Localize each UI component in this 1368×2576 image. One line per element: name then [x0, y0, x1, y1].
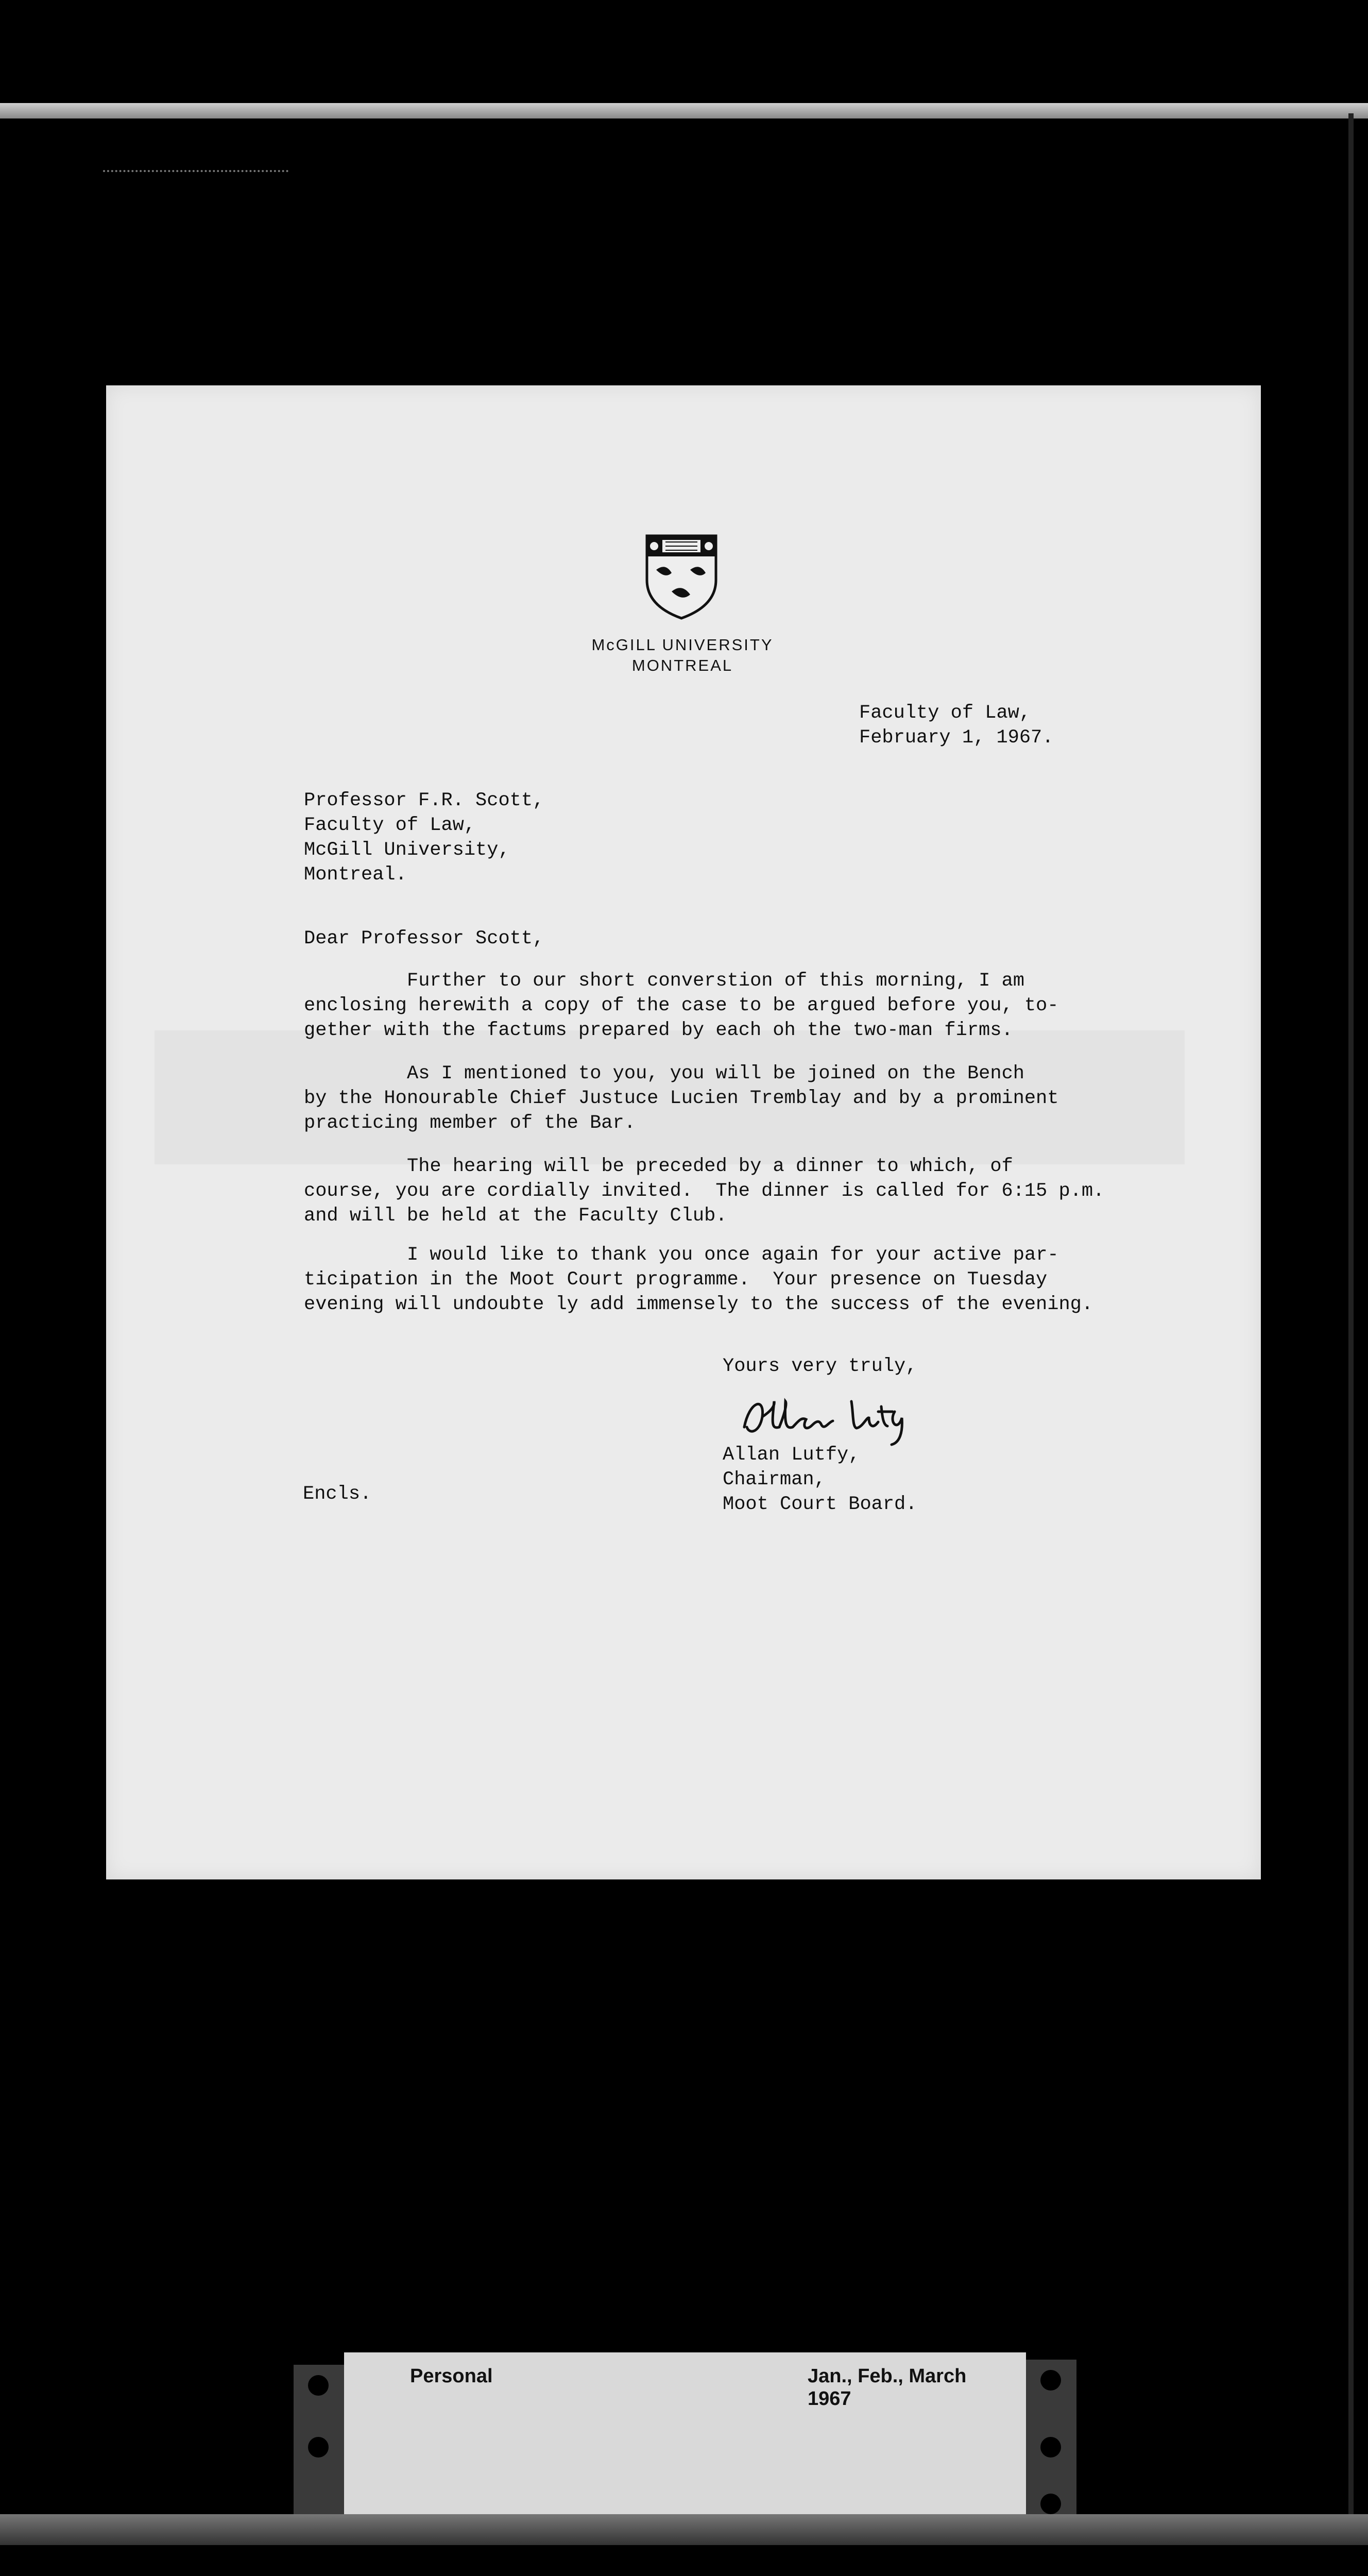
handwritten-signature [734, 1391, 930, 1448]
punch-hole [308, 2375, 329, 2396]
closing: Yours very truly, [723, 1355, 917, 1377]
punch-hole [308, 2437, 329, 2458]
paragraph-3-line-2: course, you are cordially invited. The dinner is called for 6:15 p.m. [304, 1180, 1105, 1202]
paragraph-4-line-3: evening will undoubte ly add immensely to the success of the evening. [304, 1294, 1093, 1315]
film-specks [103, 170, 288, 175]
paragraph-3-line-3: and will be held at the Faculty Club. [304, 1205, 727, 1227]
folder-tab-date-months: Jan., Feb., March [808, 2365, 967, 2387]
signatory-title: Chairman, [723, 1469, 826, 1490]
punch-hole [1040, 2370, 1061, 2391]
paragraph-1-line-2: enclosing herewith a copy of the case to be argued before you, to- [304, 995, 1059, 1016]
recipient-name: Professor F.R. Scott, [304, 790, 544, 811]
paragraph-4-line-2: ticipation in the Moot Court programme. Your presence on Tuesday [304, 1269, 1048, 1291]
salutation: Dear Professor Scott, [304, 928, 544, 950]
paragraph-2-line-3: practicing member of the Bar. [304, 1112, 636, 1134]
recipient-institution: McGill University, [304, 839, 510, 861]
recipient-department: Faculty of Law, [304, 815, 476, 836]
paragraph-4-line-1: I would like to thank you once again for your active par- [407, 1244, 1059, 1266]
punch-hole [1040, 2494, 1061, 2514]
folder-tab-label: Personal [410, 2365, 493, 2387]
film-edge [0, 103, 1368, 118]
enclosures-note: Encls. [303, 1483, 372, 1505]
signatory-name: Allan Lutfy, [723, 1444, 860, 1466]
letterhead-university: McGILL UNIVERSITY [591, 636, 774, 654]
recipient-city: Montreal. [304, 864, 407, 886]
paragraph-2-line-1: As I mentioned to you, you will be joined on the Bench [407, 1063, 1024, 1084]
sender-department: Faculty of Law, [859, 702, 1031, 724]
frame-line [1348, 113, 1354, 2535]
paragraph-3-line-1: The hearing will be preceded by a dinner to which, of [407, 1156, 1013, 1177]
film-bottom-edge [0, 2514, 1368, 2545]
paragraph-2-line-2: by the Honourable Chief Justuce Lucien Tremblay and by a prominent [304, 1088, 1059, 1109]
paragraph-1-line-3: gether with the factums prepared by each oh the two-man firms. [304, 1020, 1013, 1041]
signatory-organization: Moot Court Board. [723, 1494, 917, 1515]
letter-date: February 1, 1967. [859, 727, 1054, 749]
letterhead [515, 635, 850, 676]
paragraph-1-line-1: Further to our short converstion of this morning, I am [407, 970, 1024, 992]
mcgill-crest-icon [645, 534, 718, 620]
letterhead-city: MONTREAL [631, 656, 733, 674]
punch-hole [1040, 2437, 1061, 2458]
folder-tab-date-year: 1967 [808, 2388, 851, 2410]
